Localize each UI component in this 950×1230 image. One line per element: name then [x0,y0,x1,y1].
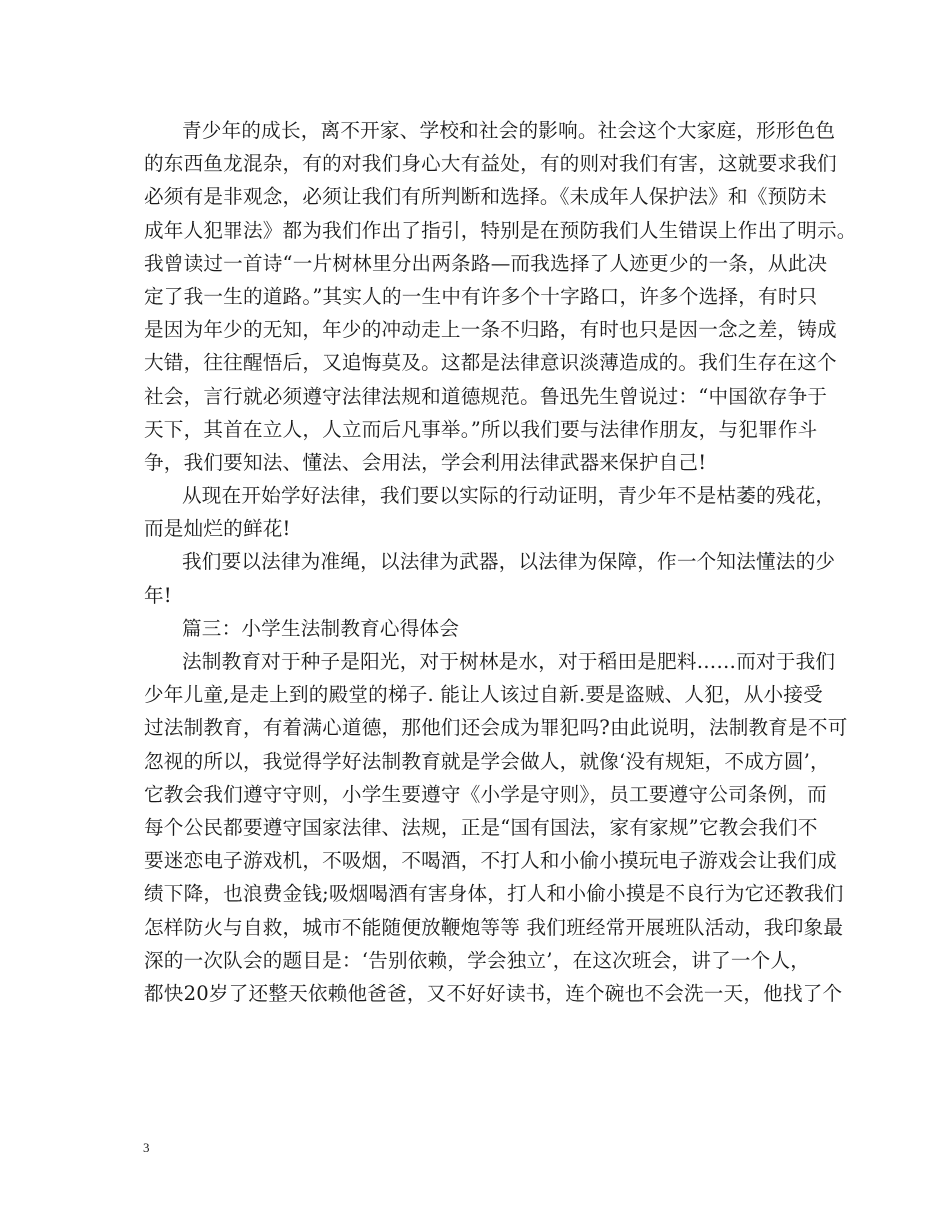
text-line: 的东西鱼龙混杂，有的对我们身心大有益处，有的则对我们有害，这就要求我们 [144,152,837,176]
text-line: 而是灿烂的鲜花! [144,517,291,541]
text-line: 少年儿童,是走上到的殿堂的梯子. 能让人该过自新.要是盗贼、人犯，从小接受 [144,683,823,707]
page-number: 3 [143,1140,150,1155]
text-line: 我曾读过一首诗“一片树林里分出两条路—而我选择了人迹更少的一条，从此决 [144,251,828,275]
text-line: 它教会我们遵守守则，小学生要遵守《小学是守则》，员工要遵守公司条例，而 [144,782,827,806]
text-line: 忽视的所以，我觉得学好法制教育就是学会做人，就像‘没有规矩，不成方圆’， [144,749,830,773]
text-line: 绩下降，也浪费金钱;吸烟喝酒有害身体，打人和小偷小摸是不良行为它还教我们 [144,882,844,906]
text-line: 都快20岁了还整天依赖他爸爸，又不好好读书，连个碗也不会洗一天，他找了个 [144,981,843,1005]
text-line: 我们要以法律为准绳，以法律为武器，以法律为保障，作一个知法懂法的少 [182,550,836,574]
text-line: 成年人犯罪法》都为我们作出了指引，特别是在预防我们人生错误上作出了明示。 [144,218,857,242]
text-line: 社会，言行就必须遵守法律法规和道德规范。鲁迅先生曾说过：“中国欲存争于 [144,384,828,408]
text-line: 从现在开始学好法律，我们要以实际的行动证明，青少年不是枯萎的残花， [182,484,836,508]
text-line: 必须有是非观念，必须让我们有所判断和选择。《未成年人保护法》和《预防未 [144,185,827,209]
text-line: 年! [144,583,172,607]
text-line: 争，我们要知法、懂法、会用法，学会利用法律武器来保护自己! [144,450,707,474]
text-line: 是因为年少的无知，年少的冲动走上一条不归路，有时也只是因一念之差，铸成 [144,318,837,342]
text-line: 大错，往往醒悟后，又追悔莫及。这都是法律意识淡薄造成的。我们生存在这个 [144,351,837,375]
text-line: 青少年的成长，离不开家、学校和社会的影响。社会这个大家庭，形形色色 [182,119,836,142]
text-line: 法制教育对于种子是阳光，对于树林是水，对于稻田是肥料……而对于我们 [182,650,836,673]
text-line: 定了我一生的道路。”其实人的一生中有许多个十字路口，许多个选择，有时只 [144,284,818,308]
section-heading: 篇三：小学生法制教育心得体会 [182,616,460,640]
text-line: 怎样防火与自救，城市不能随便放鞭炮等等 我们班经常开展班队活动，我印象最 [144,915,844,939]
text-line: 每个公民都要遵守国家法律、法规，正是“国有国法，家有家规”它教会我们不 [144,815,818,839]
text-line: 要迷恋电子游戏机，不吸烟，不喝酒，不打人和小偷小摸玩电子游戏会让我们成 [144,849,837,873]
text-line: 过法制教育，有着满心道德，那他们还会成为罪犯吗?由此说明，法制教育是不可 [144,716,848,740]
body-text [144,114,857,1010]
text-line: 深的一次队会的题目是：‘告别依赖，学会独立’，在这次班会，讲了一个人， [144,948,811,972]
text-line: 天下，其首在立人，人立而后凡事举。”所以我们要与法律作朋友，与犯罪作斗 [144,417,818,441]
